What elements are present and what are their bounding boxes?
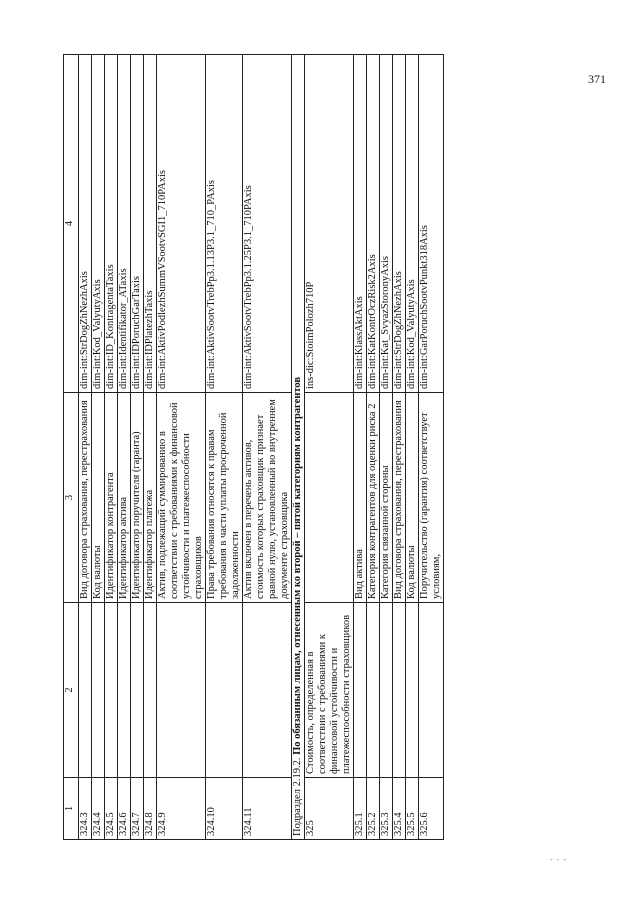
row-id: 325.3: [380, 778, 393, 840]
row-axis: dim-int:Kat_SvyazStoronyAxis: [380, 55, 393, 393]
row-label: [380, 603, 393, 778]
row-axis: dim-int:ID_KontragentaTaxis: [105, 55, 118, 393]
table-row: [79, 55, 92, 840]
row-axis: dim-int:Kod_ValyutyAxis: [406, 55, 419, 393]
row-axis: ins-dic:StoimPolozh710P: [305, 55, 354, 393]
header-col-4: 4: [64, 55, 79, 393]
table-header-row: [64, 55, 79, 840]
row-name: Код валюты: [92, 393, 105, 603]
row-id: 325.1: [354, 778, 367, 840]
rotated-page: [63, 55, 578, 840]
header-col-3: 3: [64, 393, 79, 603]
section-prefix: Подраздел 2.19.2.: [292, 757, 303, 836]
row-axis: dim-int:AktivPodlezhSummVSootvSGI1_710PAxis: [157, 55, 206, 393]
row-name: Актив, подлежащий суммированию в соответствии с требованиями к финансовой устойчивости и платежеспособности страховщиков: [157, 393, 206, 603]
row-label: [157, 603, 206, 778]
row-label: [393, 603, 406, 778]
table-row: [157, 55, 206, 840]
row-id: 324.9: [157, 778, 206, 840]
row-axis: dim-int:StrDogZhNezhAxis: [393, 55, 406, 393]
row-label: [92, 603, 105, 778]
footer-mark: - - -: [550, 855, 567, 864]
row-id: 325.2: [367, 778, 380, 840]
row-name: Идентификатор поручителя (гаранта): [131, 393, 144, 603]
row-name: Вид договора страхования, перестрахования: [79, 393, 92, 603]
row-name: Категория контрагентов для оценки риска 2: [367, 393, 380, 603]
row-id: 325: [305, 778, 354, 840]
row-axis: dim-int:GarPoruchSootvPunkt318Axis: [419, 55, 444, 393]
row-axis: dim-int:Identifikator_ATaxis: [118, 55, 131, 393]
row-label: [144, 603, 157, 778]
row-name: Категория связанной стороны: [380, 393, 393, 603]
row-axis: dim-int:KlassAktAxis: [354, 55, 367, 393]
row-name: [305, 393, 354, 603]
row-label: [419, 603, 444, 778]
row-id: 325.5: [406, 778, 419, 840]
row-id: 324.6: [118, 778, 131, 840]
row-id: 324.7: [131, 778, 144, 840]
row-name: Вид договора страхования, перестрахования: [393, 393, 406, 603]
row-axis: dim-int:KatKontrOczRisk2Axis: [367, 55, 380, 393]
section-row: [292, 55, 305, 840]
row-id: 324.10: [206, 778, 243, 840]
row-id: 324.4: [92, 778, 105, 840]
table-row: [92, 55, 105, 840]
row-name: Идентификатор контрагента: [105, 393, 118, 603]
row-axis: dim-int:StrDogZhNezhAxis: [79, 55, 92, 393]
table-row: [419, 55, 444, 840]
section-heading: [292, 55, 305, 840]
row-name: Идентификатор платежа: [144, 393, 157, 603]
row-axis: dim-int:Kod_ValyutyAxis: [92, 55, 105, 393]
row-id: 325.6: [419, 778, 444, 840]
table-row: [305, 55, 354, 840]
row-name: Вид актива: [354, 393, 367, 603]
table-row: [393, 55, 406, 840]
table-row: [105, 55, 118, 840]
page-number: 371: [588, 72, 606, 86]
row-axis: dim-int:IDPlatezhTaxis: [144, 55, 157, 393]
table-row: [144, 55, 157, 840]
row-axis: dim-int:AktivSootvTrebPp3.1.25P3.1_710PAxis: [243, 55, 292, 393]
row-name: Поручительство (гарантия) соответствует условиям,: [419, 393, 444, 603]
row-id: 324.11: [243, 778, 292, 840]
row-label: [118, 603, 131, 778]
row-label: [131, 603, 144, 778]
table-row: [118, 55, 131, 840]
header-col-1: 1: [64, 778, 79, 840]
row-name: Идентификатор актива: [118, 393, 131, 603]
row-id: 324.5: [105, 778, 118, 840]
row-label: [367, 603, 380, 778]
row-label: [406, 603, 419, 778]
row-axis: dim-int:AktivSootvTrebPp3.1.13P3.1_710_PAxis: [206, 55, 243, 393]
header-col-2: 2: [64, 603, 79, 778]
row-name: Код валюты: [406, 393, 419, 603]
table-row: [243, 55, 292, 840]
row-label: [354, 603, 367, 778]
row-id: 324.3: [79, 778, 92, 840]
table-row: [406, 55, 419, 840]
table-row: [354, 55, 367, 840]
row-label: [79, 603, 92, 778]
row-name: Права требования относятся к правам требования в части уплаты просроченной задолженности: [206, 393, 243, 603]
section-title: По обязанным лицам, отнесенным ко второй – пятой категориям контрагентов: [292, 376, 303, 755]
table-row: [131, 55, 144, 840]
row-id: 324.8: [144, 778, 157, 840]
table-row: [367, 55, 380, 840]
attribute-table: [63, 54, 444, 840]
row-name: Актив включен в перечень активов, стоимость которых страховщик признает равной нулю, установленный во внутреннем документе страховщика: [243, 393, 292, 603]
row-label: Стоимость, определенная в соответствии с требованиями к финансовой устойчивости и платежеспособности страховщиков: [305, 603, 354, 778]
row-label: [206, 603, 243, 778]
row-label: [105, 603, 118, 778]
row-label: [243, 603, 292, 778]
table-row: [380, 55, 393, 840]
row-axis: dim-int:IDPoruchGarTaxis: [131, 55, 144, 393]
table-row: [206, 55, 243, 840]
row-id: 325.4: [393, 778, 406, 840]
